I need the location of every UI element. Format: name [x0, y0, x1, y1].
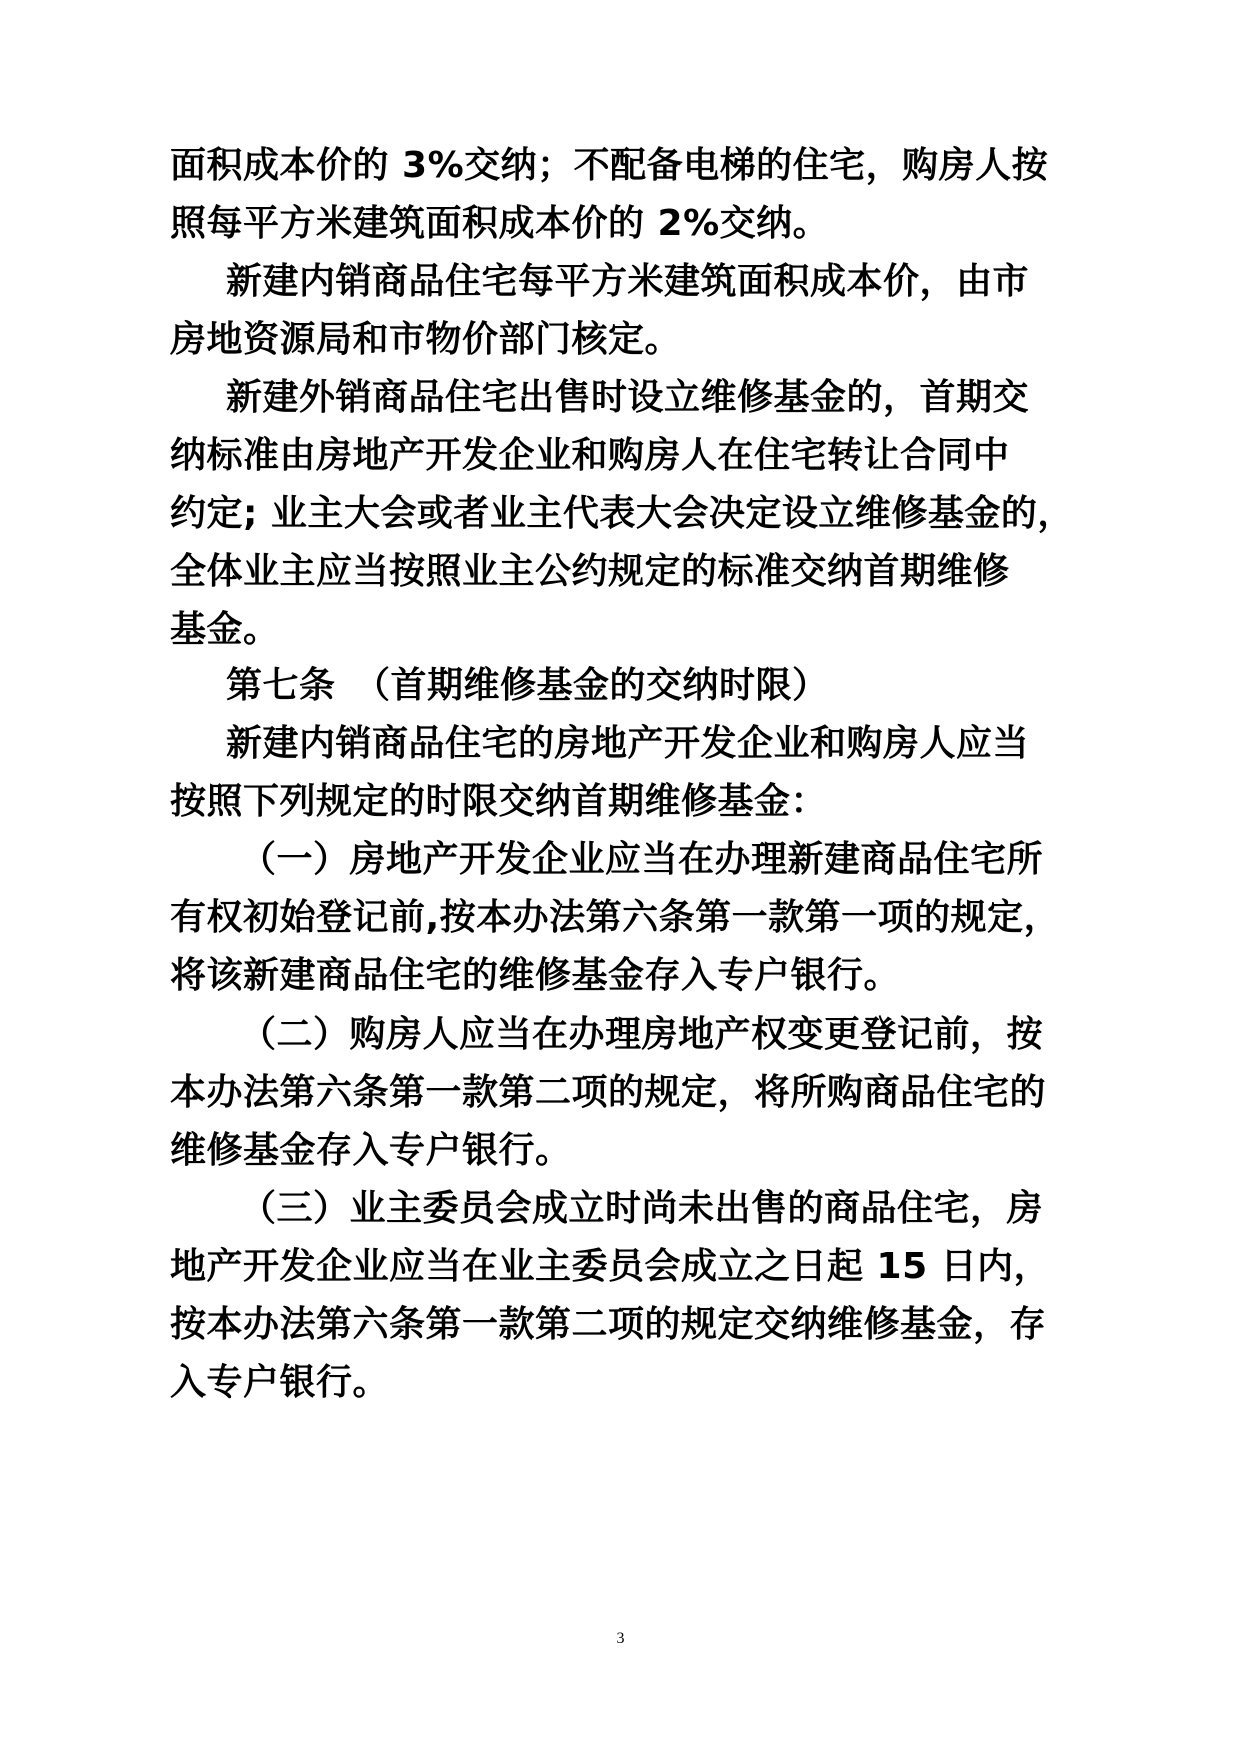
text-line: 本办法第六条第一款第二项的规定，将所购商品住宅的 [170, 1072, 1047, 1113]
text-line: （一）房地产开发企业应当在办理新建商品住宅所 [240, 839, 1044, 880]
page-number: 3 [616, 1630, 625, 1647]
text-line: 全体业主应当按照业主公约规定的标准交纳首期维修 [170, 551, 1010, 592]
text-line: 房地资源局和市物价部门核定。 [170, 319, 682, 360]
text-line: 按照下列规定的时限交纳首期维修基金： [170, 781, 828, 822]
text-line: 约定; 业主大会或者业主代表大会决定设立维修基金的， [170, 493, 1074, 534]
text-line: 维修基金存入专户银行。 [170, 1130, 572, 1171]
text-line: 将该新建商品住宅的维修基金存入专户银行。 [170, 955, 901, 996]
text-line: 基金。 [170, 609, 280, 650]
text-line: 纳标准由房地产开发企业和购房人在住宅转让合同中 [170, 435, 1010, 476]
text-line: 地产开发企业应当在业主委员会成立之日起 15 日内， [170, 1246, 1051, 1287]
text-line: 入专户银行。 [170, 1362, 390, 1403]
text-line: 按本办法第六条第一款第二项的规定交纳维修基金，存 [170, 1304, 1047, 1345]
text-line: （二）购房人应当在办理房地产权变更登记前，按 [240, 1014, 1044, 1055]
text-line: 新建内销商品住宅的房地产开发企业和购房人应当 [226, 723, 1030, 764]
text-line: 新建外销商品住宅出售时设立维修基金的，首期交 [226, 377, 1030, 418]
text-line: 新建内销商品住宅每平方米建筑面积成本价，由市 [226, 261, 1030, 302]
text-line: （三）业主委员会成立时尚未出售的商品住宅，房 [240, 1188, 1044, 1229]
text-line: 有权初始登记前,按本办法第六条第一款第一项的规定， [170, 897, 1061, 938]
text-line: 照每平方米建筑面积成本价的 2%交纳。 [170, 203, 830, 244]
article-heading: 第七条 （首期维修基金的交纳时限） [226, 665, 829, 706]
text-line: 面积成本价的 3%交纳；不配备电梯的住宅，购房人按 [170, 145, 1049, 186]
